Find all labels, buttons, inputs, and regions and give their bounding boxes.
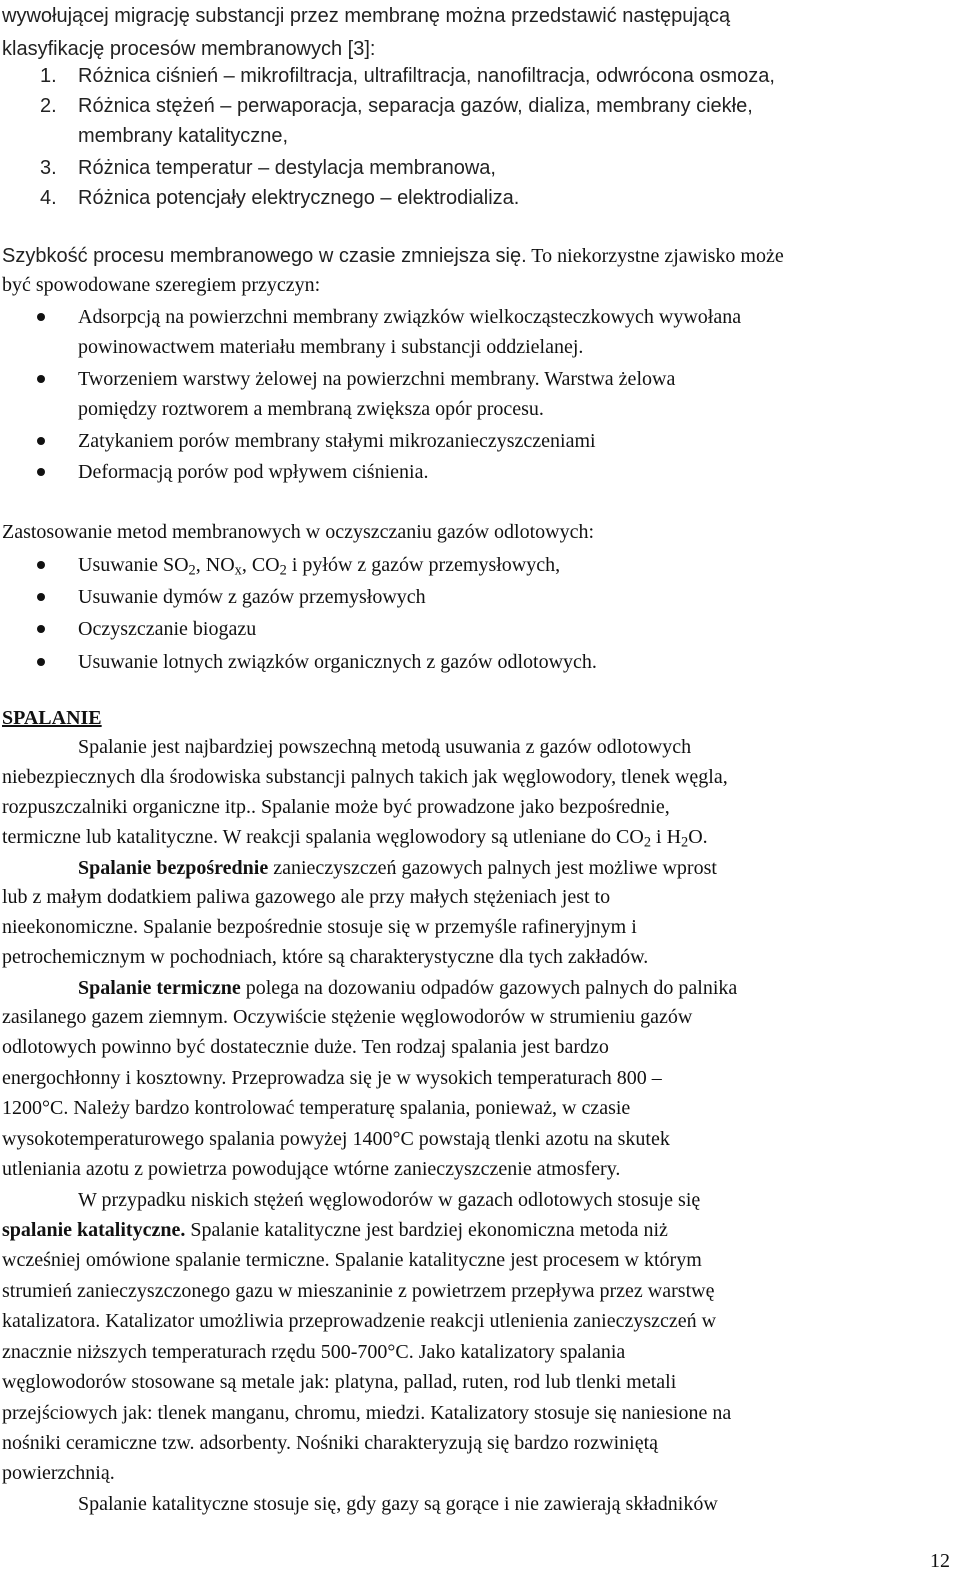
bullet-text: Usuwanie dymów z gazów przemysłowych	[78, 586, 426, 608]
bullet-text: Tworzeniem warstwy żelowej na powierzchni membrany. Warstwa żelowa	[78, 368, 676, 390]
bullet-text: Deformacją porów pod wpływem ciśnienia.	[78, 461, 429, 483]
paragraph-line: lub z małym dodatkiem paliwa gazowego ale przy małych stężeniach jest to	[2, 886, 611, 908]
list-number: 1.	[40, 65, 57, 87]
bullet-text: Adsorpcją na powierzchni membrany związków wielkocząsteczkowych wywołana	[78, 306, 742, 328]
bullet-text: powinowactwem materiału membrany i substancji oddzielanej.	[78, 336, 584, 358]
intro-line: wywołującej migrację substancji przez membranę można przedstawić następującą	[2, 5, 731, 27]
paragraph-line: energochłonny i kosztowny. Przeprowadza się je w wysokich temperaturach 800 –	[2, 1067, 662, 1089]
paragraph-line: 1200°C. Należy bardzo kontrolować temperaturę spalania, ponieważ, w czasie	[2, 1097, 631, 1119]
bullet-text: pomiędzy roztworem a membraną zwiększa opór procesu.	[78, 398, 544, 420]
paragraph-line: odlotowych powinno być dostatecznie duże. Ten rodzaj spalania jest bardzo	[2, 1036, 609, 1058]
term-spalanie-termiczne: Spalanie termiczne	[78, 977, 241, 999]
paragraph-line: wysokotemperaturowego spalania powyżej 1400°C powstają tlenki azotu na skutek	[2, 1128, 670, 1150]
bullet-icon	[37, 375, 45, 383]
bullet-icon	[37, 561, 45, 569]
page-number: 12	[930, 1550, 950, 1572]
paragraph-line: petrochemicznym w pochodniach, które są charakterystyczne dla tych zakładów.	[2, 946, 649, 968]
list-item: Różnica potencjały elektrycznego – elektrodializa.	[78, 187, 520, 209]
bullet-text: Oczyszczanie biogazu	[78, 618, 257, 640]
list-item: Różnica temperatur – destylacja membranowa,	[78, 157, 496, 179]
paragraph-line: rozpuszczalniki organiczne itp.. Spalanie może być prowadzone jako bezpośrednie,	[2, 796, 670, 818]
term-spalanie-bezposrednie: Spalanie bezpośrednie	[78, 857, 269, 879]
paragraph-line: Spalanie bezpośrednie zanieczyszczeń gazowych palnych jest możliwe wprost	[78, 857, 717, 879]
term-spalanie-katalityczne: spalanie katalityczne.	[2, 1219, 186, 1241]
paragraph-line	[2, 243, 784, 269]
list-number: 2.	[40, 95, 57, 117]
paragraph-line: zasilanego gazem ziemnym. Oczywiście stężenie węglowodorów w strumieniu gazów	[2, 1006, 693, 1028]
paragraph-line: termiczne lub katalityczne. W reakcji spalania węglowodory są utleniane do $CO_2$ i $H_2O$.	[2, 826, 708, 851]
section-heading-spalanie: SPALANIE	[2, 707, 102, 729]
paragraph-line: W przypadku niskich stężeń węglowodorów w gazach odlotowych stosuje się	[78, 1189, 701, 1211]
paragraph-line: Spalanie jest najbardziej powszechną metodą usuwania z gazów odlotowych	[78, 736, 692, 758]
paragraph-line: powierzchnią.	[2, 1462, 115, 1484]
paragraph-line: być spowodowane szeregiem przyczyn:	[2, 274, 321, 296]
paragraph-line: Spalanie katalityczne stosuje się, gdy gazy są gorące i nie zawierają składników	[78, 1493, 718, 1515]
list-number: 4.	[40, 187, 57, 209]
intro-line: klasyfikację procesów membranowych [3]:	[2, 38, 376, 60]
paragraph-line: niebezpiecznych dla środowiska substancji palnych takich jak węglowodory, tlenek węgla,	[2, 766, 728, 788]
paragraph-line: znacznie niższych temperaturach rzędu 500-700°C. Jako katalizatory spalania	[2, 1341, 626, 1363]
paragraph-line: nośniki ceramiczne tzw. adsorbenty. Nośniki charakteryzują się bardzo rozwiniętą	[2, 1432, 659, 1454]
list-item-continuation: membrany katalityczne,	[78, 125, 289, 147]
list-item: Różnica ciśnień – mikrofiltracja, ultrafiltracja, nanofiltracja, odwrócona osmoza,	[78, 65, 775, 87]
paragraph-line: Spalanie termiczne polega na dozowaniu odpadów gazowych palnych do palnika	[78, 977, 738, 999]
list-item: Różnica stężeń – perwaporacja, separacja gazów, dializa, membrany ciekłe,	[78, 95, 753, 117]
bullet-text: Usuwanie lotnych związków organicznych z gazów odlotowych.	[78, 651, 597, 673]
paragraph-line: strumień zanieczyszczonego gazu w mieszaninie z powietrzem przepływa przez warstwę	[2, 1280, 715, 1302]
bullet-icon	[37, 437, 45, 445]
paragraph-line: utleniania azotu z powietrza powodujące wtórne zanieczyszczenie atmosfery.	[2, 1158, 621, 1180]
bullet-icon	[37, 625, 45, 633]
paragraph-line: wcześniej omówione spalanie termiczne. Spalanie katalityczne jest procesem w którym	[2, 1249, 702, 1271]
section-heading: Zastosowanie metod membranowych w oczyszczaniu gazów odlotowych:	[2, 521, 595, 543]
paragraph-line: nieekonomiczne. Spalanie bezpośrednie stosuje się w przemyśle rafineryjnym i	[2, 916, 637, 938]
paragraph-line: przejściowych jak: tlenek manganu, chromu, miedzi. Katalizatory stosuje się naniesione na	[2, 1402, 732, 1424]
speed-sentence: Szybkość procesu membranowego w czasie zmniejsza się.	[2, 245, 527, 267]
paragraph-line: spalanie katalityczne. Spalanie katalityczne jest bardziej ekonomiczna metoda niż	[2, 1219, 668, 1241]
bullet-text: Usuwanie $SO_2$, $NO_x$, $CO_2$ i pyłów z gazów przemysłowych,	[78, 554, 561, 579]
bullet-icon	[37, 313, 45, 321]
bullet-icon	[37, 593, 45, 601]
bullet-icon	[37, 468, 45, 476]
paragraph-line: węglowodorów stosowane są metale jak: platyna, pallad, ruten, rod lub tlenki metali	[2, 1371, 677, 1393]
paragraph-line: katalizatora. Katalizator umożliwia przeprowadzenie reakcji utlenienia zanieczyszczeń w	[2, 1310, 717, 1332]
bullet-icon	[37, 658, 45, 666]
bullet-text: Zatykaniem porów membrany stałymi mikrozanieczyszczeniami	[78, 430, 596, 452]
speed-sentence-rest: To niekorzystne zjawisko może	[526, 245, 784, 267]
list-number: 3.	[40, 157, 57, 179]
